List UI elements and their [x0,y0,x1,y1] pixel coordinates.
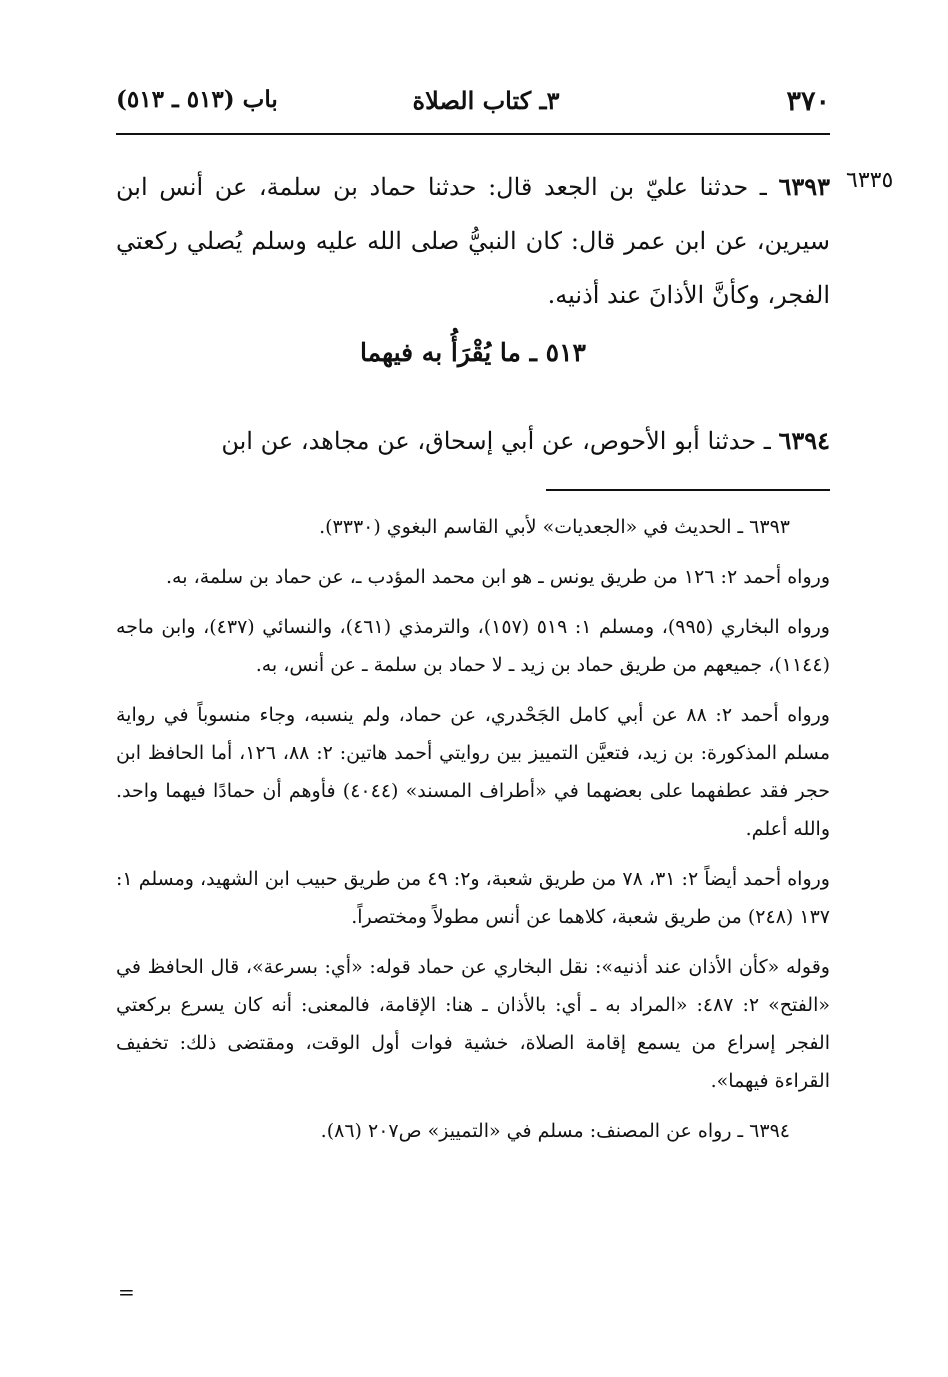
footnote: وقوله «كأن الأذان عند أذنيه»: نقل البخاري عن حماد قوله: «أي: بسرعة»، قال الحافظ في «الفتح» ٢: ٤٨٧: «المراد به ـ أي: بالأذان ـ هنا: الإقامة، فالمعنى: أنه كان يسرع بركعتي الفجر إسراع من يسمع إقامة الصلاة، خشية فوات أول الوقت، ومقتضى ذلك: تخفيف القراءة فيهما». [116,956,830,1092]
page-number: ٣٧٠ [786,86,830,117]
footnote: ورواه أحمد ٢: ٨٨ عن أبي كامل الجَحْدري، عن حماد، ولم ينسبه، وجاء منسوباً في رواية مسلم المذكورة: بن زيد، فتعيَّن التمييز بين روايتي أحمد هاتين: ٢: ٨٨، ١٢٦، أما الحافظ ابن حجر فقد عطفهما على بعضهما في «أطراف المسند» (٤٠٤٤) فأوهم أن حمادًا فيهما واحد. والله أعلم. [116,704,831,840]
footnote: ٦٣٩٣ ـ الحديث في «الجعديات» لأبي القاسم البغوي (٣٣٣٠). [319,516,790,538]
header-rule [116,133,830,135]
continuation-mark: = [118,1280,135,1304]
book-title: ٣ـ كتاب الصلاة [412,86,560,115]
footnotes [116,508,830,1162]
section-heading: ٥١٣ ـ ما يُقْرَأُ به فيهما [360,338,586,367]
footnote-rule [546,489,830,491]
hadith-text: ـ حدثنا أبو الأحوص، عن أبي إسحاق، عن مجاهد، عن ابن [221,427,771,455]
chapter-range: باب (٥١٣ ـ ٥١٣) [116,86,278,113]
margin-number: ٦٣٣٥ [846,168,894,193]
hadith-6393 [116,160,830,322]
footnote: ورواه أحمد ٢: ١٢٦ من طريق يونس ـ هو ابن محمد المؤدب ـ، عن حماد بن سلمة، به. [166,566,830,588]
footnote: ورواه أحمد أيضاً ٢: ٣١، ٧٨ من طريق شعبة، و٢: ٤٩ من طريق حبيب ابن الشهيد، ومسلم ١: ١٣٧ (٢٤٨) من طريق شعبة، كلاهما عن أنس مطولاً ومختصراً. [116,868,830,928]
hadith-number: ٦٣٩٣ [778,172,830,201]
running-header [116,84,830,124]
footnote: ورواه البخاري (٩٩٥)، ومسلم ١: ٥١٩ (١٥٧)، والترمذي (٤٦١)، والنسائي (٤٣٧)، وابن ماجه (١١٤٤)، جميعهم من طريق حماد بن زيد ـ لا حماد بن سلمة ـ عن أنس، به. [116,616,830,676]
hadith-6394 [116,414,830,468]
hadith-number: ٦٣٩٤ [778,426,830,455]
hadith-text: ـ حدثنا عليّ بن الجعد قال: حدثنا حماد بن سلمة، عن أنس ابن سيرين، عن ابن عمر قال: كان النبيُّ صلى الله عليه وسلم يُصلي ركعتي الفجر، وكأنَّ الأذانَ عند أذنيه. [116,173,830,309]
footnote: ٦٣٩٤ ـ رواه عن المصنف: مسلم في «التمييز» ص٢٠٧ (٨٦). [320,1120,790,1142]
